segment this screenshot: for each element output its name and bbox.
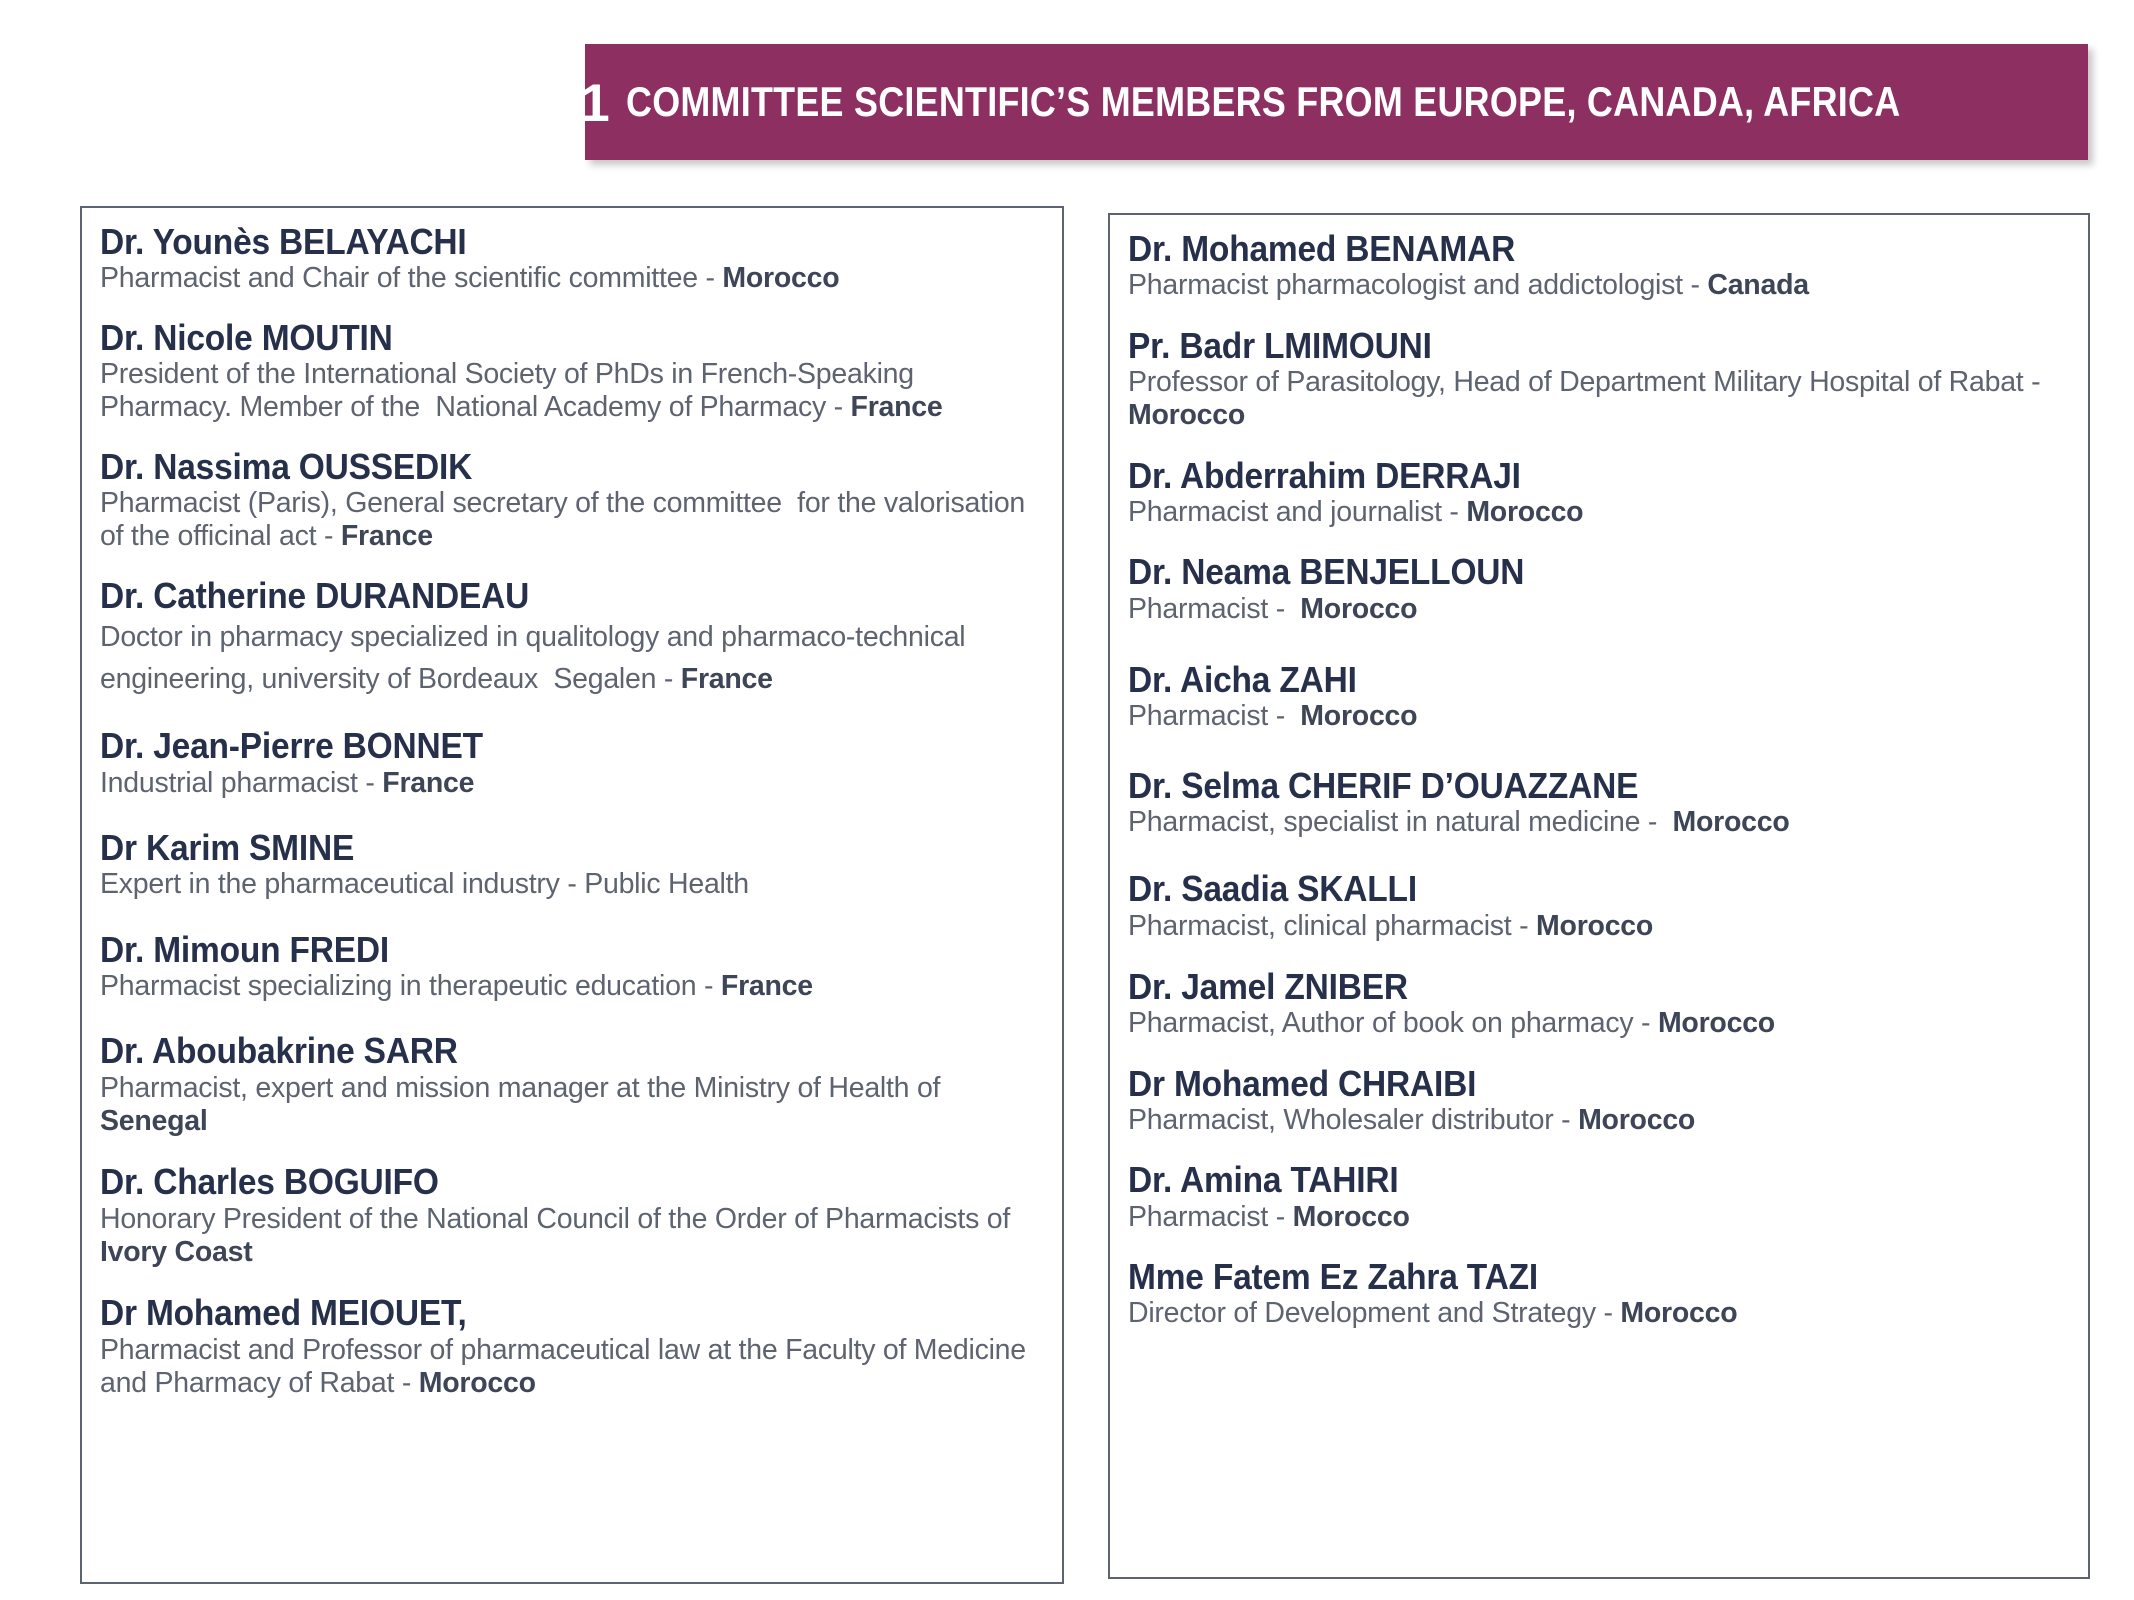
member-name: Dr Mohamed CHRAIBI: [1128, 1062, 1477, 1104]
member-country: France: [720, 969, 813, 1002]
member-role: Pharmacist, Author of book on pharmacy -: [1128, 1007, 1658, 1040]
member-description: [1128, 1007, 2074, 1040]
member-role: Director of Development and Strategy -: [1128, 1297, 1621, 1330]
member-entry: [100, 726, 1048, 800]
member-name: Dr. Amina TAHIRI: [1128, 1159, 1399, 1201]
member-role: Pharmacist -: [1128, 592, 1301, 625]
member-description: [1128, 806, 2074, 839]
member-description: [1128, 910, 2074, 943]
member-description: [100, 970, 1048, 1003]
member-name: Pr. Badr LMIMOUNI: [1128, 324, 1432, 366]
member-country: Morocco: [1128, 399, 1246, 432]
member-entry: [100, 222, 1048, 296]
member-name: Dr. Mohamed BENAMAR: [1128, 228, 1516, 269]
member-entry: [100, 1293, 1048, 1400]
member-name: Dr Karim SMINE: [100, 826, 355, 868]
member-description: [1128, 700, 2074, 733]
member-name: Dr. Neama BENJELLOUN: [1128, 551, 1525, 593]
member-country: Morocco: [722, 262, 840, 295]
member-country: Morocco: [1657, 1007, 1775, 1040]
member-role: Pharmacist pharmacologist and addictologist -: [1128, 269, 1708, 302]
member-entry: [100, 1162, 1048, 1269]
member-name: Dr. Selma CHERIF D’OUAZZANE: [1128, 764, 1639, 806]
member-description: [1128, 1297, 2074, 1330]
member-role: Pharmacist specializing in therapeutic education -: [100, 969, 721, 1002]
member-role: Honorary President of the National Council of the Order of Pharmacists of: [100, 1202, 1018, 1235]
member-country: Morocco: [418, 1366, 536, 1399]
member-country: Canada: [1707, 269, 1809, 302]
member-role: Industrial pharmacist -: [100, 766, 383, 799]
member-role: Pharmacist and journalist -: [1128, 495, 1467, 528]
member-name: Mme Fatem Ez Zahra TAZI: [1128, 1255, 1538, 1297]
member-name: Dr. Abderrahim DERRAJI: [1128, 454, 1521, 496]
member-role: Pharmacist (Paris), General secretary of the committee for the valorisation of the officinal act -: [100, 486, 1033, 553]
banner-title: COMMITTEE SCIENTIFIC’S MEMBERS FROM EUROPE, CANADA, AFRICA: [625, 78, 1901, 125]
banner-number: 21: [550, 73, 610, 133]
member-entry: [1128, 1160, 2074, 1234]
member-entry: [1128, 766, 2074, 840]
member-role: Pharmacist, specialist in natural medicine -: [1128, 805, 1673, 838]
member-description: [1128, 366, 2074, 433]
member-name: Dr. Aboubakrine SARR: [100, 1030, 458, 1072]
member-country: France: [680, 663, 773, 696]
member-entry: [100, 930, 1048, 1004]
member-country: Senegal: [100, 1104, 208, 1137]
member-role: Doctor in pharmacy specialized in qualitology and pharmaco-technical engineering, university of Bordeaux Segalen -: [100, 620, 974, 696]
member-entry: [100, 318, 1048, 425]
member-name: Dr. Saadia SKALLI: [1128, 868, 1417, 910]
member-entry: [1128, 1257, 2074, 1331]
member-description: [100, 767, 1048, 800]
member-name: Dr. Jamel ZNIBER: [1128, 965, 1408, 1007]
member-role: Pharmacist and Professor of pharmaceutical law at the Faculty of Medicine and Pharmacy of Rabat -: [100, 1333, 1034, 1399]
member-entry: [100, 828, 1048, 902]
member-role: Expert in the pharmaceutical industry - Public Health: [100, 868, 749, 901]
member-description: [1128, 1104, 2074, 1137]
member-entry: [100, 576, 1048, 701]
member-description: [100, 262, 1048, 295]
member-name: Dr. Nicole MOUTIN: [100, 316, 393, 358]
member-description: [1128, 269, 2074, 302]
member-entry: [100, 1031, 1048, 1138]
member-country: Morocco: [1672, 805, 1790, 838]
member-role: Pharmacist and Chair of the scientific committee -: [100, 262, 723, 295]
member-country: Morocco: [1578, 1103, 1696, 1136]
member-description: [100, 1072, 1048, 1139]
member-entry: [100, 447, 1048, 554]
member-description: [100, 358, 1048, 425]
member-name: Dr. Mimoun FREDI: [100, 928, 390, 970]
member-country: Ivory Coast: [100, 1235, 253, 1268]
member-name: Dr. Nassima OUSSEDIK: [100, 445, 473, 487]
member-entry: [1128, 1064, 2074, 1138]
member-description: [100, 1203, 1048, 1270]
member-country: France: [382, 766, 475, 799]
member-entry: [1128, 456, 2074, 530]
right-member-list: [1108, 213, 2090, 1579]
header-banner: [550, 44, 2088, 160]
member-description: [1128, 496, 2074, 529]
member-description: [100, 616, 1048, 700]
member-entry: [1128, 552, 2074, 626]
member-entry: [1128, 229, 2074, 303]
member-description: [1128, 593, 2074, 626]
member-entry: [1128, 967, 2074, 1041]
member-country: Morocco: [1536, 909, 1654, 942]
member-country: Morocco: [1300, 592, 1418, 625]
member-name: Dr. Aicha ZAHI: [1128, 658, 1357, 700]
member-country: Morocco: [1620, 1297, 1738, 1330]
left-member-list: [80, 206, 1064, 1584]
member-name: Dr. Catherine DURANDEAU: [100, 574, 530, 616]
member-entry: [1128, 326, 2074, 433]
member-role: Pharmacist, expert and mission manager at the Ministry of Health of: [100, 1071, 948, 1104]
member-name: Dr Mohamed MEIOUET,: [100, 1292, 467, 1334]
member-country: France: [850, 391, 943, 424]
member-entry: [1128, 869, 2074, 943]
member-role: Pharmacist -: [1128, 1200, 1293, 1233]
member-role: Pharmacist, Wholesaler distributor -: [1128, 1103, 1579, 1136]
member-country: Morocco: [1292, 1200, 1410, 1233]
member-name: Dr. Younès BELAYACHI: [100, 221, 467, 262]
member-role: President of the International Society of PhDs in French-Speaking Pharmacy. Member of the National Academy of Pharmacy -: [100, 357, 922, 424]
member-entry: [1128, 660, 2074, 734]
member-role: Pharmacist, clinical pharmacist -: [1128, 909, 1537, 942]
member-name: Dr. Jean-Pierre BONNET: [100, 725, 483, 767]
member-country: Morocco: [1466, 495, 1584, 528]
member-country: Morocco: [1300, 700, 1418, 733]
member-description: [1128, 1201, 2074, 1234]
member-name: Dr. Charles BOGUIFO: [100, 1161, 439, 1203]
member-description: [100, 868, 1048, 901]
member-description: [100, 487, 1048, 554]
member-role: Pharmacist -: [1128, 700, 1301, 733]
member-description: [100, 1334, 1048, 1401]
member-country: France: [340, 520, 433, 553]
member-role: Professor of Parasitology, Head of Department Military Hospital of Rabat -: [1128, 365, 2049, 398]
